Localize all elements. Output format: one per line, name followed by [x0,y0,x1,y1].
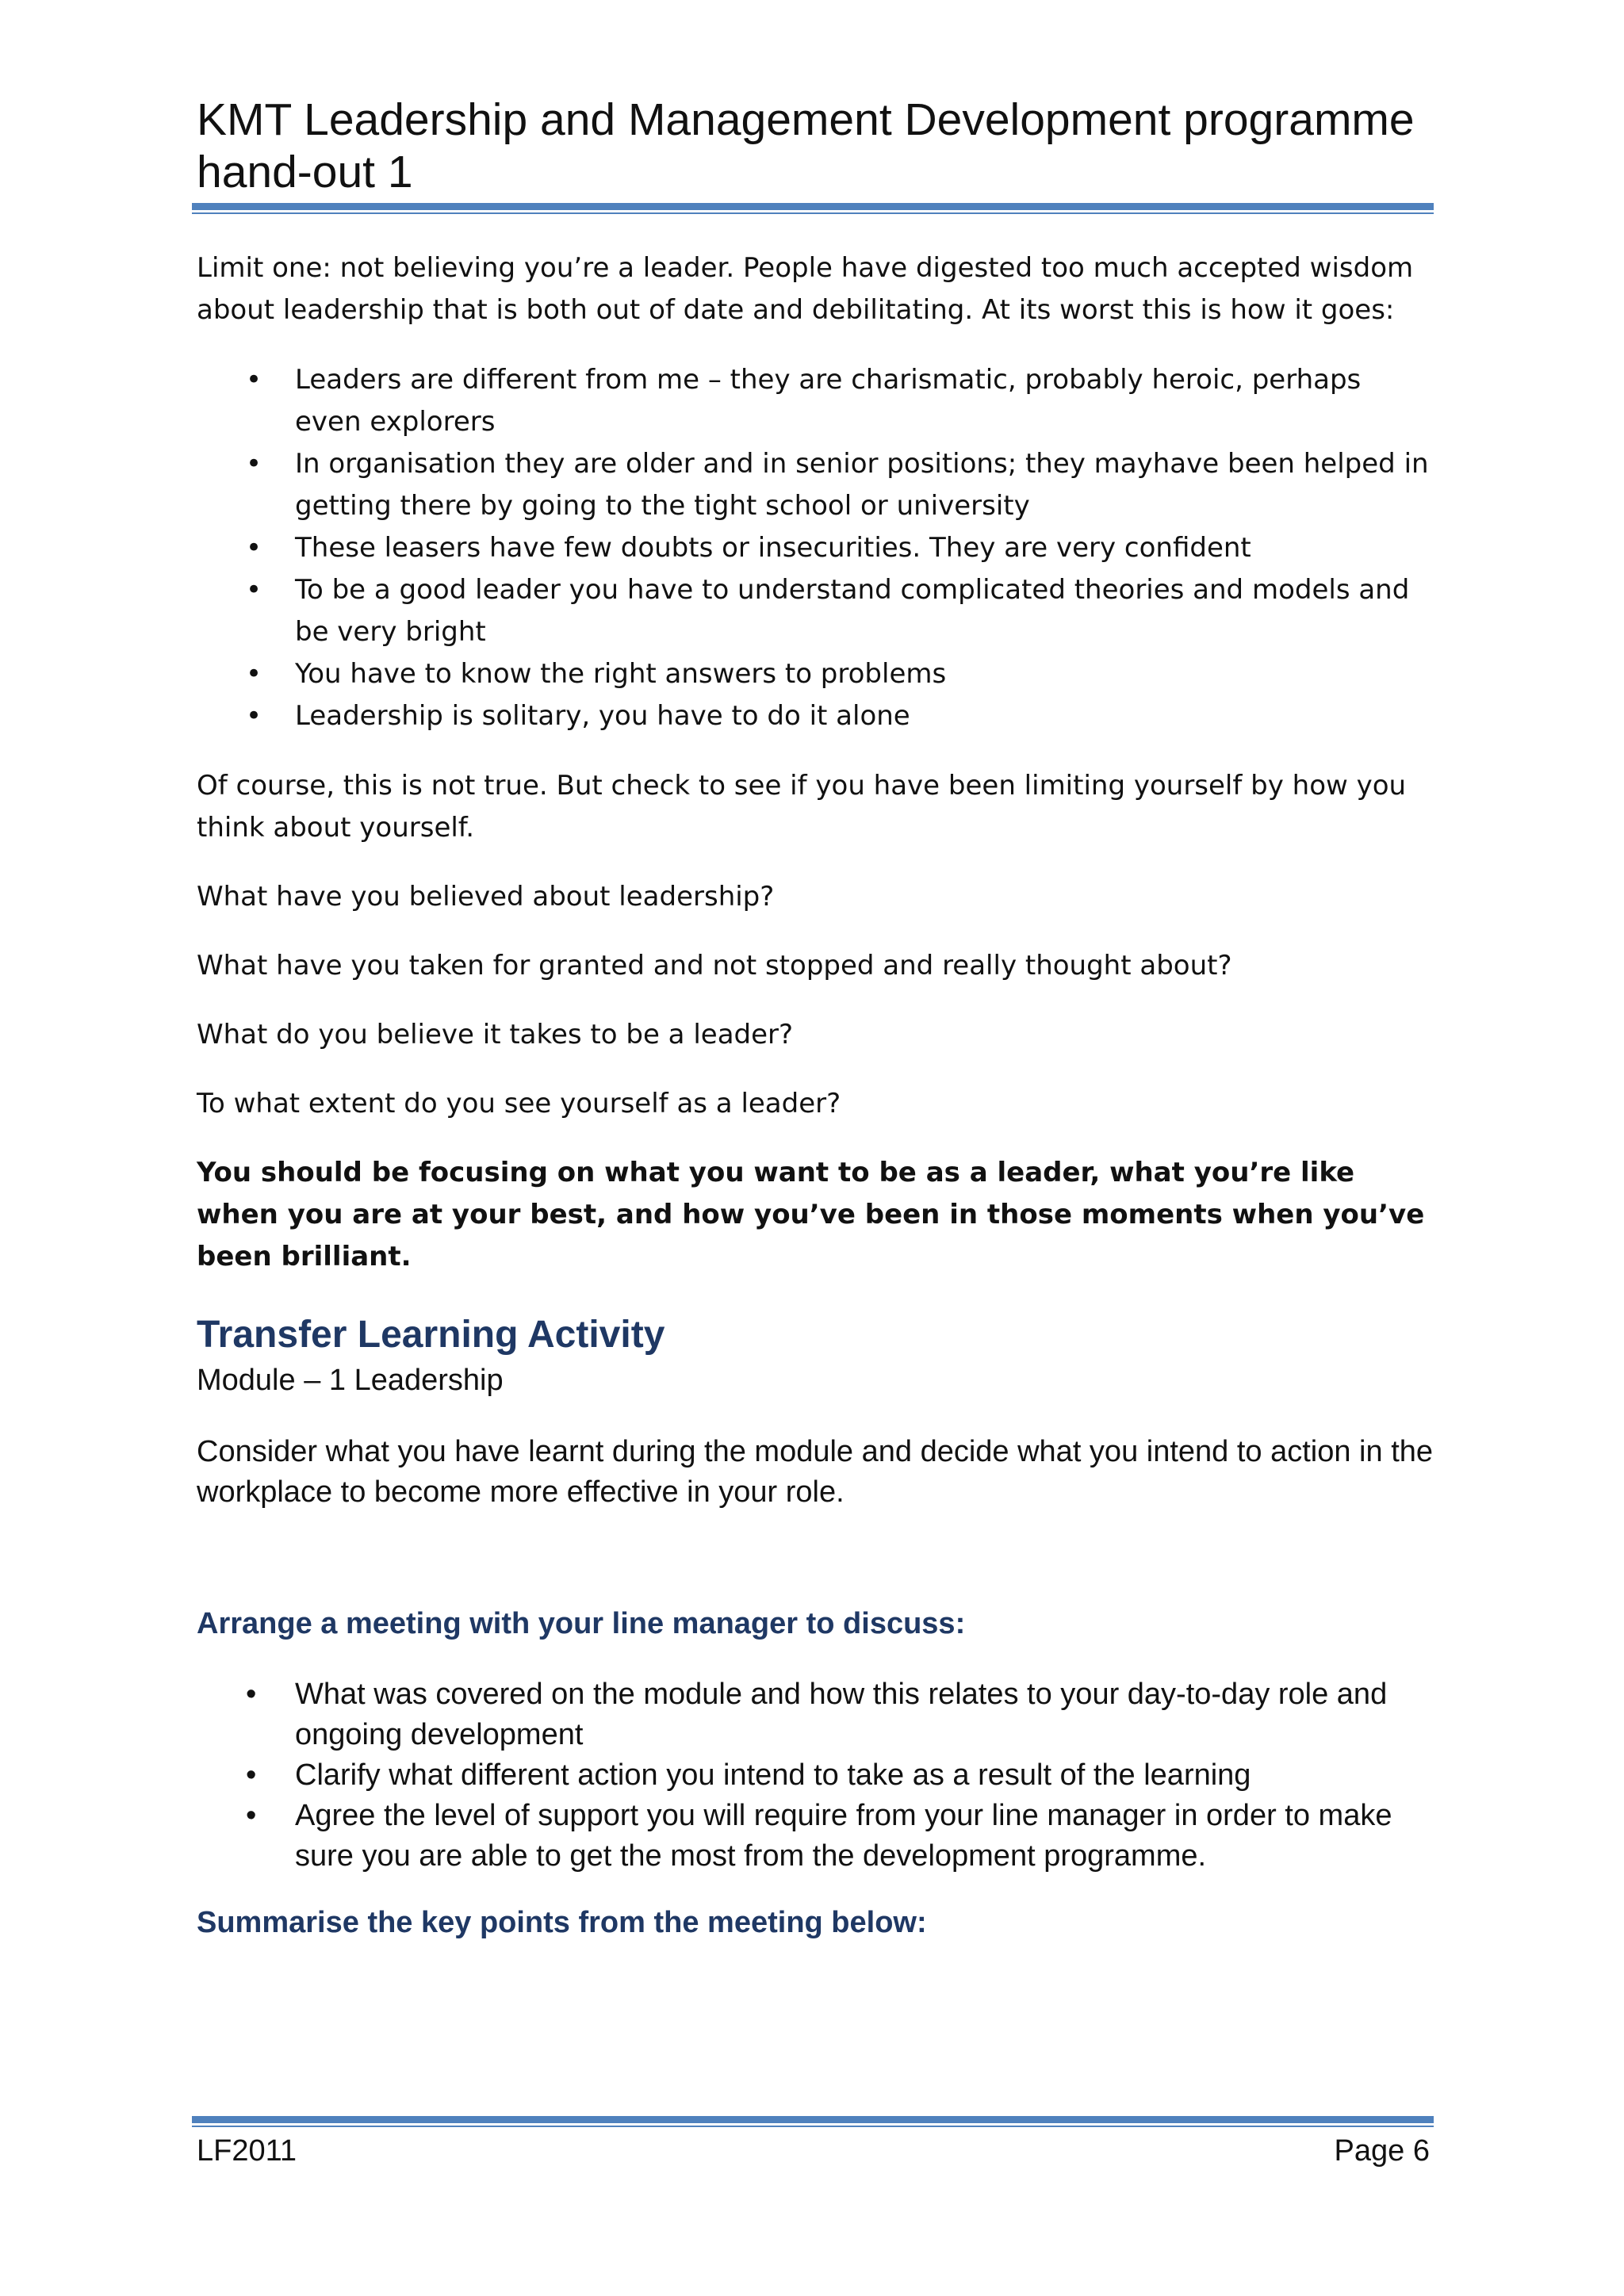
bullet-icon: • [246,1678,257,1711]
list-item [197,527,1434,569]
limit-intro-paragraph: Limit one: not believing you’re a leader. People have digested too much accepted wisdom about leadership that is both out of date and debilitating. At its worst this is how it goes: [197,252,1414,326]
list-item [197,653,1434,695]
transfer-intro-paragraph: Consider what you have learnt during the module and decide what you intend to action in the workplace to become more effective in your role. [197,1435,1434,1509]
emphasis-paragraph: You should be focusing on what you want to be as a leader, what you’re like when you are at your best, and how you’ve been in those moments when you’ve been brilliant. [197,1157,1425,1272]
bullet-icon: • [246,532,262,564]
list-item-text: These leasers have few doubts or insecurities. They are very confident [295,532,1251,564]
transfer-heading: Transfer Learning Activity [197,1314,665,1356]
list-item-text: In organisation they are older and in senior positions; they mayhave been helped in getting there by going to the tight school or university [295,448,1429,522]
footer-rule [192,2116,1434,2127]
bullet-icon: • [246,574,262,606]
list-item [197,695,1434,737]
list-item-text: Clarify what different action you intend to take as a result of the learning [295,1758,1251,1792]
summary-heading: Summarise the key points from the meeting below: [197,1906,927,1939]
list-item-text: Leadership is solitary, you have to do it alone [295,700,910,732]
limit-section [197,247,1434,1278]
bullet-icon: • [246,448,262,480]
page-number: Page 6 [1334,2134,1430,2168]
footer-document-code: LF2011 [197,2134,297,2168]
list-item [197,443,1434,527]
list-item-text: Agree the level of support you will require from your line manager in order to make sure you are able to get the most from the development programme. [295,1799,1392,1873]
question-paragraph: What do you believe it takes to be a leader? [197,1019,794,1050]
meeting-heading: Arrange a meeting with your line manager to discuss: [197,1607,966,1640]
list-item [197,1796,1434,1877]
module-subtitle: Module – 1 Leadership [197,1364,504,1397]
question-paragraph: What have you believed about leadership? [197,881,775,913]
meeting-bullet-list [197,1674,1434,1877]
bullet-icon: • [246,658,262,690]
bullet-icon: • [246,1799,257,1832]
meeting-section [197,1674,1434,1877]
list-item-text: To be a good leader you have to understand complicated theories and models and be very bright [295,574,1410,648]
page-header-title: KMT Leadership and Management Development programme hand-out 1 [197,94,1415,197]
limit-bullet-list [197,359,1434,737]
header-rule [192,203,1434,214]
list-item [197,359,1434,443]
question-paragraph: What have you taken for granted and not stopped and really thought about? [197,950,1232,982]
limit-followup-paragraph: Of course, this is not true. But check to see if you have been limiting yourself by how you think about yourself. [197,770,1407,844]
list-item [197,569,1434,653]
bullet-icon: • [246,700,262,732]
bullet-icon: • [246,1758,257,1792]
list-item [197,1755,1434,1796]
question-paragraph: To what extent do you see yourself as a leader? [197,1088,841,1119]
bullet-icon: • [246,364,262,396]
list-item-text: You have to know the right answers to problems [295,658,947,690]
list-item [197,1674,1434,1755]
list-item-text: What was covered on the module and how this relates to your day-to-day role and ongoing development [295,1678,1388,1751]
list-item-text: Leaders are different from me – they are charismatic, probably heroic, perhaps even explorers [295,364,1362,438]
